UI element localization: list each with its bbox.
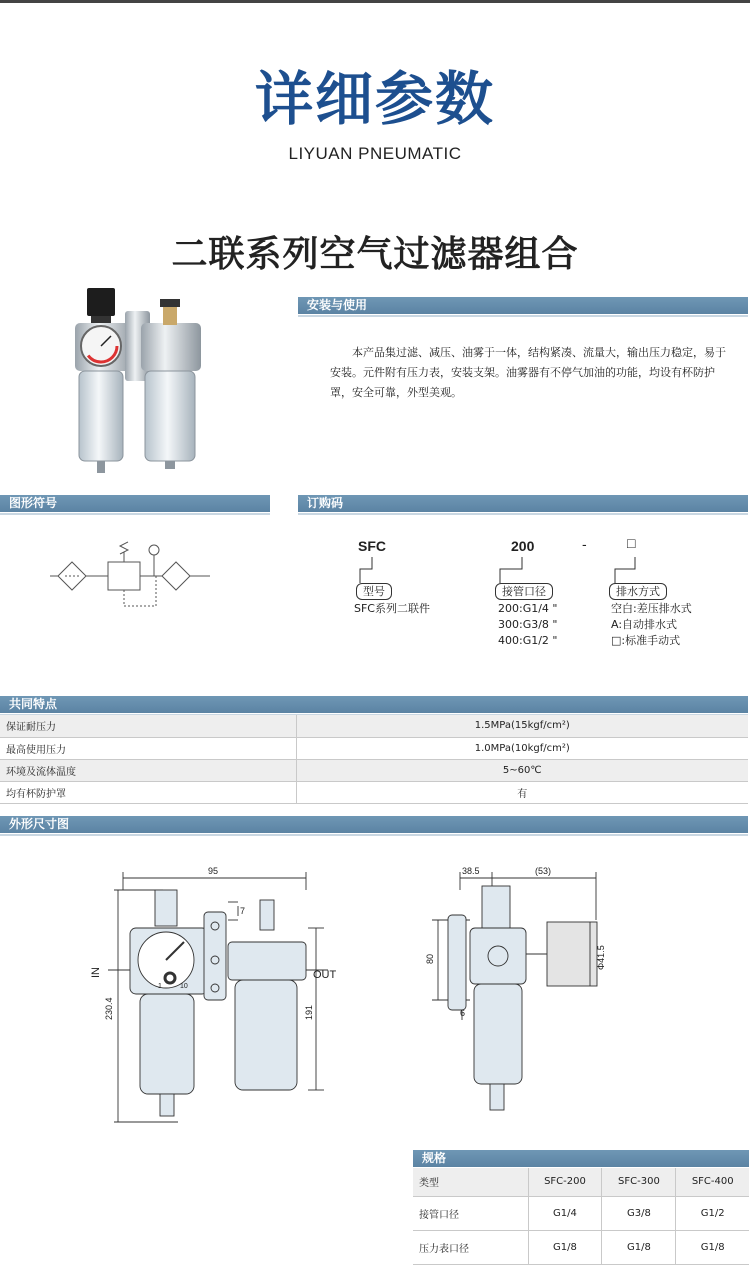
- side-dim-6: 6: [460, 1008, 466, 1018]
- order-port-option-1: 200:G1/4 ": [498, 602, 558, 615]
- install-heading: 安装与使用: [298, 297, 748, 314]
- table-row: [413, 1230, 749, 1264]
- feature-name: 最高使用压力: [0, 737, 296, 759]
- specs-header-col: SFC-200: [528, 1168, 602, 1196]
- table-row: [413, 1168, 749, 1196]
- order-drain-option-3: □:标准手动式: [611, 634, 681, 647]
- specs-cell: G1/8: [602, 1230, 676, 1264]
- feature-value: 1.0MPa(10kgf/cm²): [296, 737, 748, 759]
- feature-value: 有: [296, 781, 748, 803]
- specs-cell: G1/4: [528, 1196, 602, 1230]
- order-model-desc: SFC系列二联件: [354, 602, 430, 615]
- features-table: [0, 715, 748, 804]
- front-height-total: 230.4: [104, 997, 114, 1020]
- specs-row-label: 压力表口径: [413, 1230, 528, 1264]
- front-out-label: OUT: [313, 969, 337, 981]
- frl-symbol: [50, 540, 210, 612]
- order-code-box: □: [627, 535, 636, 551]
- gauge-label-10: 10: [180, 983, 188, 990]
- hero-subtitle: LIYUAN PNEUMATIC: [288, 144, 462, 163]
- specs-cell: G1/2: [676, 1196, 749, 1230]
- table-row: [413, 1196, 749, 1230]
- front-view-drawing: [88, 860, 358, 1130]
- order-port-label: 接管口径: [495, 583, 553, 600]
- front-gap: 7: [240, 906, 246, 916]
- symbol-heading: 图形符号: [0, 495, 270, 512]
- specs-header-col: SFC-300: [602, 1168, 676, 1196]
- front-in-label: IN: [90, 967, 102, 978]
- specs-heading: 规格: [413, 1150, 749, 1167]
- specs-cell: G1/8: [528, 1230, 602, 1264]
- order-drain-option-2: A:自动排水式: [611, 618, 678, 631]
- specs-cell: G3/8: [602, 1196, 676, 1230]
- specs-table: [413, 1168, 749, 1265]
- specs-header-type: 类型: [413, 1168, 528, 1196]
- dimensions-heading: 外形尺寸图: [0, 816, 748, 833]
- order-code-dash: -: [582, 536, 587, 552]
- specs-header-col: SFC-400: [676, 1168, 749, 1196]
- side-dim-80: 80: [425, 953, 435, 964]
- order-drain-label: 排水方式: [609, 583, 667, 600]
- specs-cell: G1/8: [676, 1230, 749, 1264]
- table-row: [0, 715, 748, 737]
- specs-row-label: 接管口径: [413, 1196, 528, 1230]
- table-row: [0, 759, 748, 781]
- feature-name: 保证耐压力: [0, 715, 296, 737]
- order-port-option-2: 300:G3/8 ": [498, 618, 558, 631]
- product-photo: [65, 283, 215, 478]
- order-heading: 订购码: [298, 495, 748, 512]
- hero-title: 详细参数: [254, 65, 495, 133]
- order-port-option-3: 400:G1/2 ": [498, 634, 558, 647]
- product-title: 二联系列空气过滤器组合: [171, 234, 579, 275]
- front-width: 95: [208, 866, 219, 876]
- table-row: [0, 781, 748, 803]
- order-model-label: 型号: [356, 583, 392, 600]
- side-dim-38: 38.5: [462, 866, 480, 876]
- top-rule: [0, 0, 750, 3]
- side-view-drawing: [420, 860, 620, 1125]
- order-code-size: 200: [511, 538, 535, 554]
- install-paragraph: 本产品集过滤、减压、油雾于一体，结构紧凑、流量大，输出压力稳定，易于安装。元件附有压力表，安装支架。油雾器有不停气加油的功能，均设有杯防护罩，安全可靠，外型美观。: [330, 346, 726, 399]
- front-height-right: 191: [304, 1004, 314, 1020]
- feature-value: 5~60℃: [296, 759, 748, 781]
- table-row: [0, 737, 748, 759]
- features-heading: 共同特点: [0, 696, 748, 713]
- feature-value: 1.5MPa(15kgf/cm²): [296, 715, 748, 737]
- order-drain-option-1: 空白:差压排水式: [611, 602, 692, 615]
- feature-name: 均有杯防护罩: [0, 781, 296, 803]
- side-dim-53: (53): [535, 866, 552, 876]
- side-dim-diameter: Φ41.5: [596, 945, 606, 970]
- feature-name: 环境及流体温度: [0, 759, 296, 781]
- gauge-label-1: 1: [158, 983, 162, 990]
- order-code-model: SFC: [358, 538, 386, 554]
